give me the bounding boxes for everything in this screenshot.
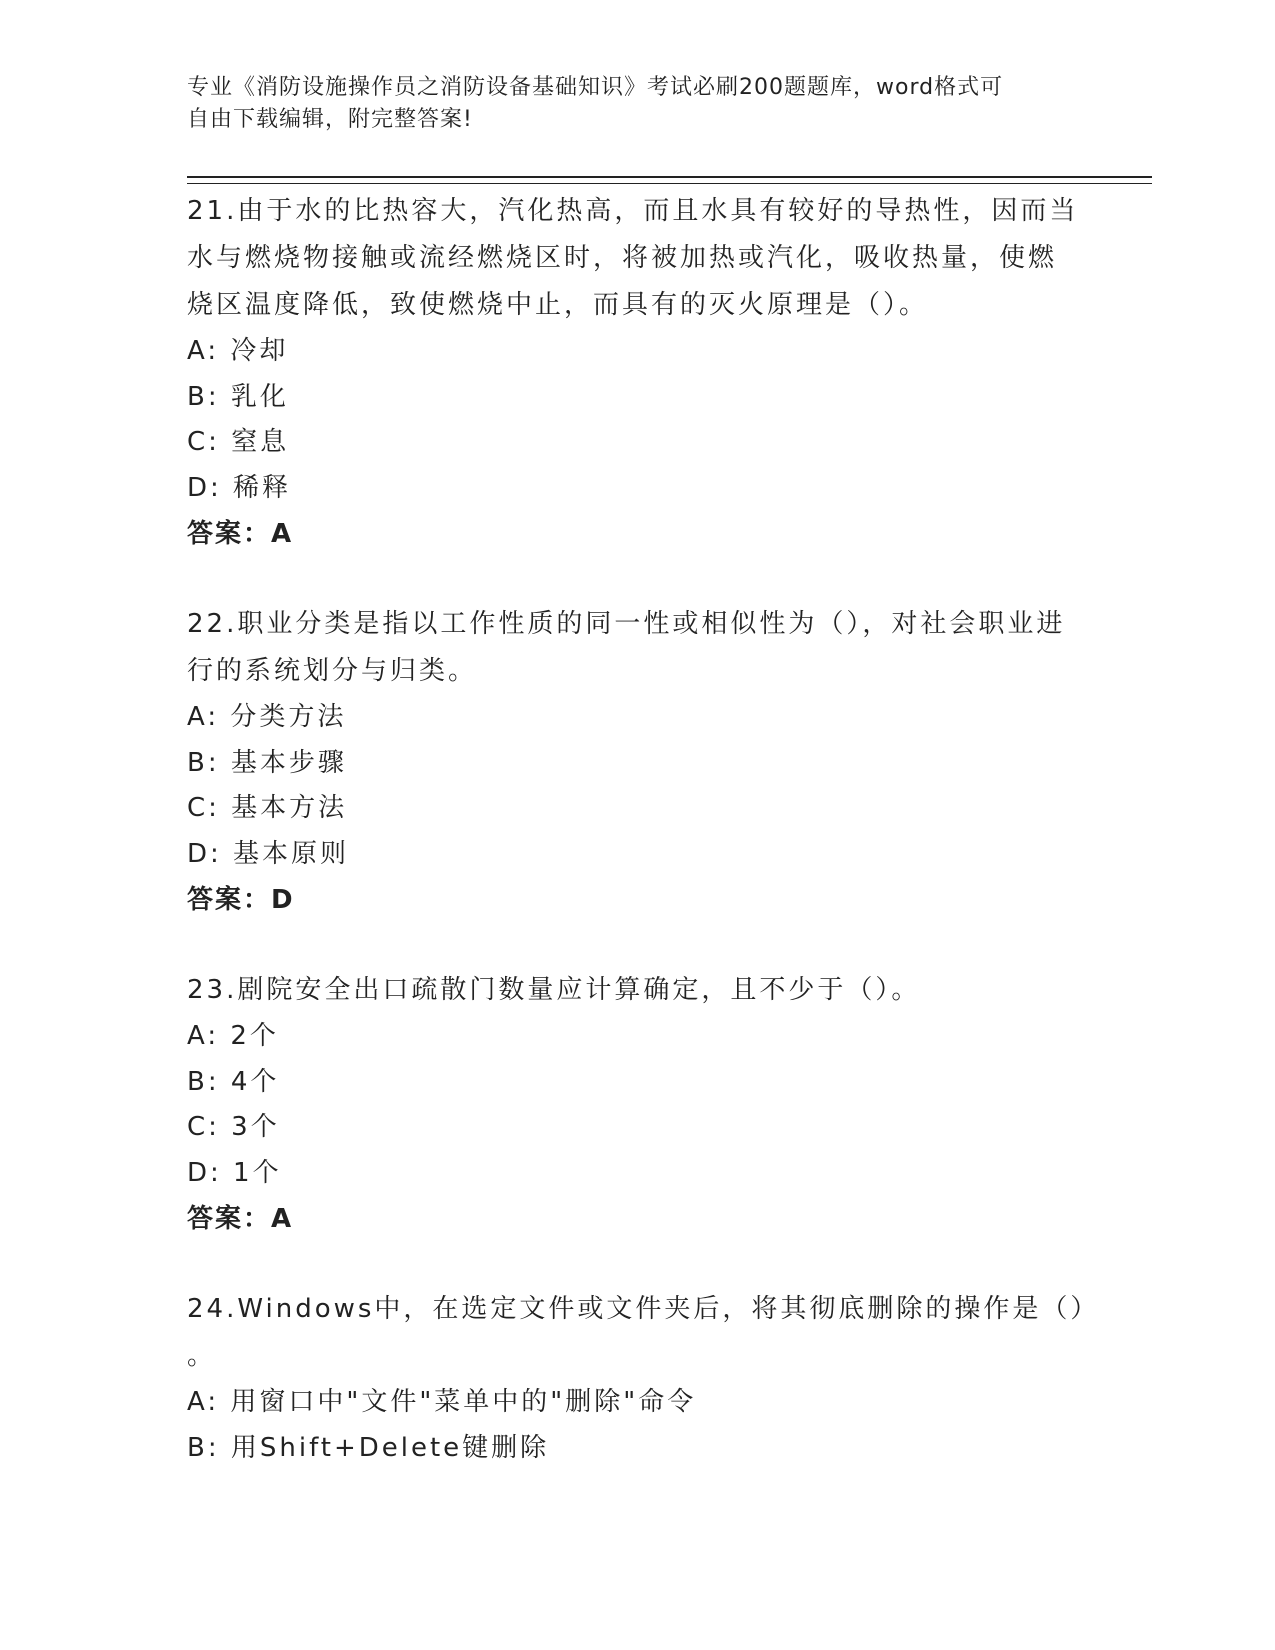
question-text-line: 行的系统划分与归类。 bbox=[187, 656, 478, 686]
option-c: C: 3个 bbox=[187, 1112, 280, 1142]
header-rule-thin bbox=[187, 183, 1152, 184]
question-text-line: 。 bbox=[187, 1341, 217, 1371]
header-rule-thick bbox=[187, 176, 1152, 178]
answer-label: 答案：D bbox=[187, 885, 295, 915]
question-text-line: 烧区温度降低，致使燃烧中止，而具有的灭火原理是（）。 bbox=[187, 290, 929, 320]
question-list bbox=[187, 188, 1100, 1471]
question-22 bbox=[187, 601, 1087, 923]
option-a: A: 2个 bbox=[187, 1021, 279, 1051]
option-a: A: 分类方法 bbox=[187, 702, 347, 732]
document-header bbox=[187, 72, 1077, 136]
option-b: B: 用Shift+Delete键删除 bbox=[187, 1432, 550, 1463]
option-d: D: 1个 bbox=[187, 1157, 282, 1188]
question-text-line: 水与燃烧物接触或流经燃烧区时，将被加热或汽化，吸收热量，使燃 bbox=[187, 243, 1058, 273]
option-a: A: 用窗口中"文件"菜单中的"删除"命令 bbox=[187, 1387, 697, 1417]
question-text-line: 24.Windows中，在选定文件或文件夹后，将其彻底删除的操作是（） bbox=[187, 1294, 1100, 1324]
question-23 bbox=[187, 967, 1087, 1242]
answer-label: 答案：A bbox=[187, 1204, 294, 1234]
question-text-line: 22.职业分类是指以工作性质的同一性或相似性为（），对社会职业进 bbox=[187, 609, 1066, 639]
header-line-2: 自由下载编辑，附完整答案! bbox=[187, 107, 473, 132]
option-c: C: 基本方法 bbox=[187, 793, 348, 823]
option-b: B: 乳化 bbox=[187, 381, 289, 412]
answer-label: 答案：A bbox=[187, 519, 294, 549]
option-b: B: 4个 bbox=[187, 1066, 280, 1097]
question-24 bbox=[187, 1286, 1100, 1471]
question-text-line: 21.由于水的比热容大，汽化热高，而且水具有较好的导热性，因而当 bbox=[187, 196, 1079, 226]
header-line-1: 专业《消防设施操作员之消防设备基础知识》考试必刷200题题库，word格式可 bbox=[187, 75, 1004, 100]
option-a: A: 冷却 bbox=[187, 336, 289, 366]
option-b: B: 基本步骤 bbox=[187, 747, 347, 778]
option-c: C: 窒息 bbox=[187, 427, 290, 457]
option-d: D: 基本原则 bbox=[187, 838, 350, 869]
question-21 bbox=[187, 188, 1087, 557]
question-text-line: 23.剧院安全出口疏散门数量应计算确定，且不少于（）。 bbox=[187, 975, 921, 1005]
option-d: D: 稀释 bbox=[187, 472, 292, 503]
